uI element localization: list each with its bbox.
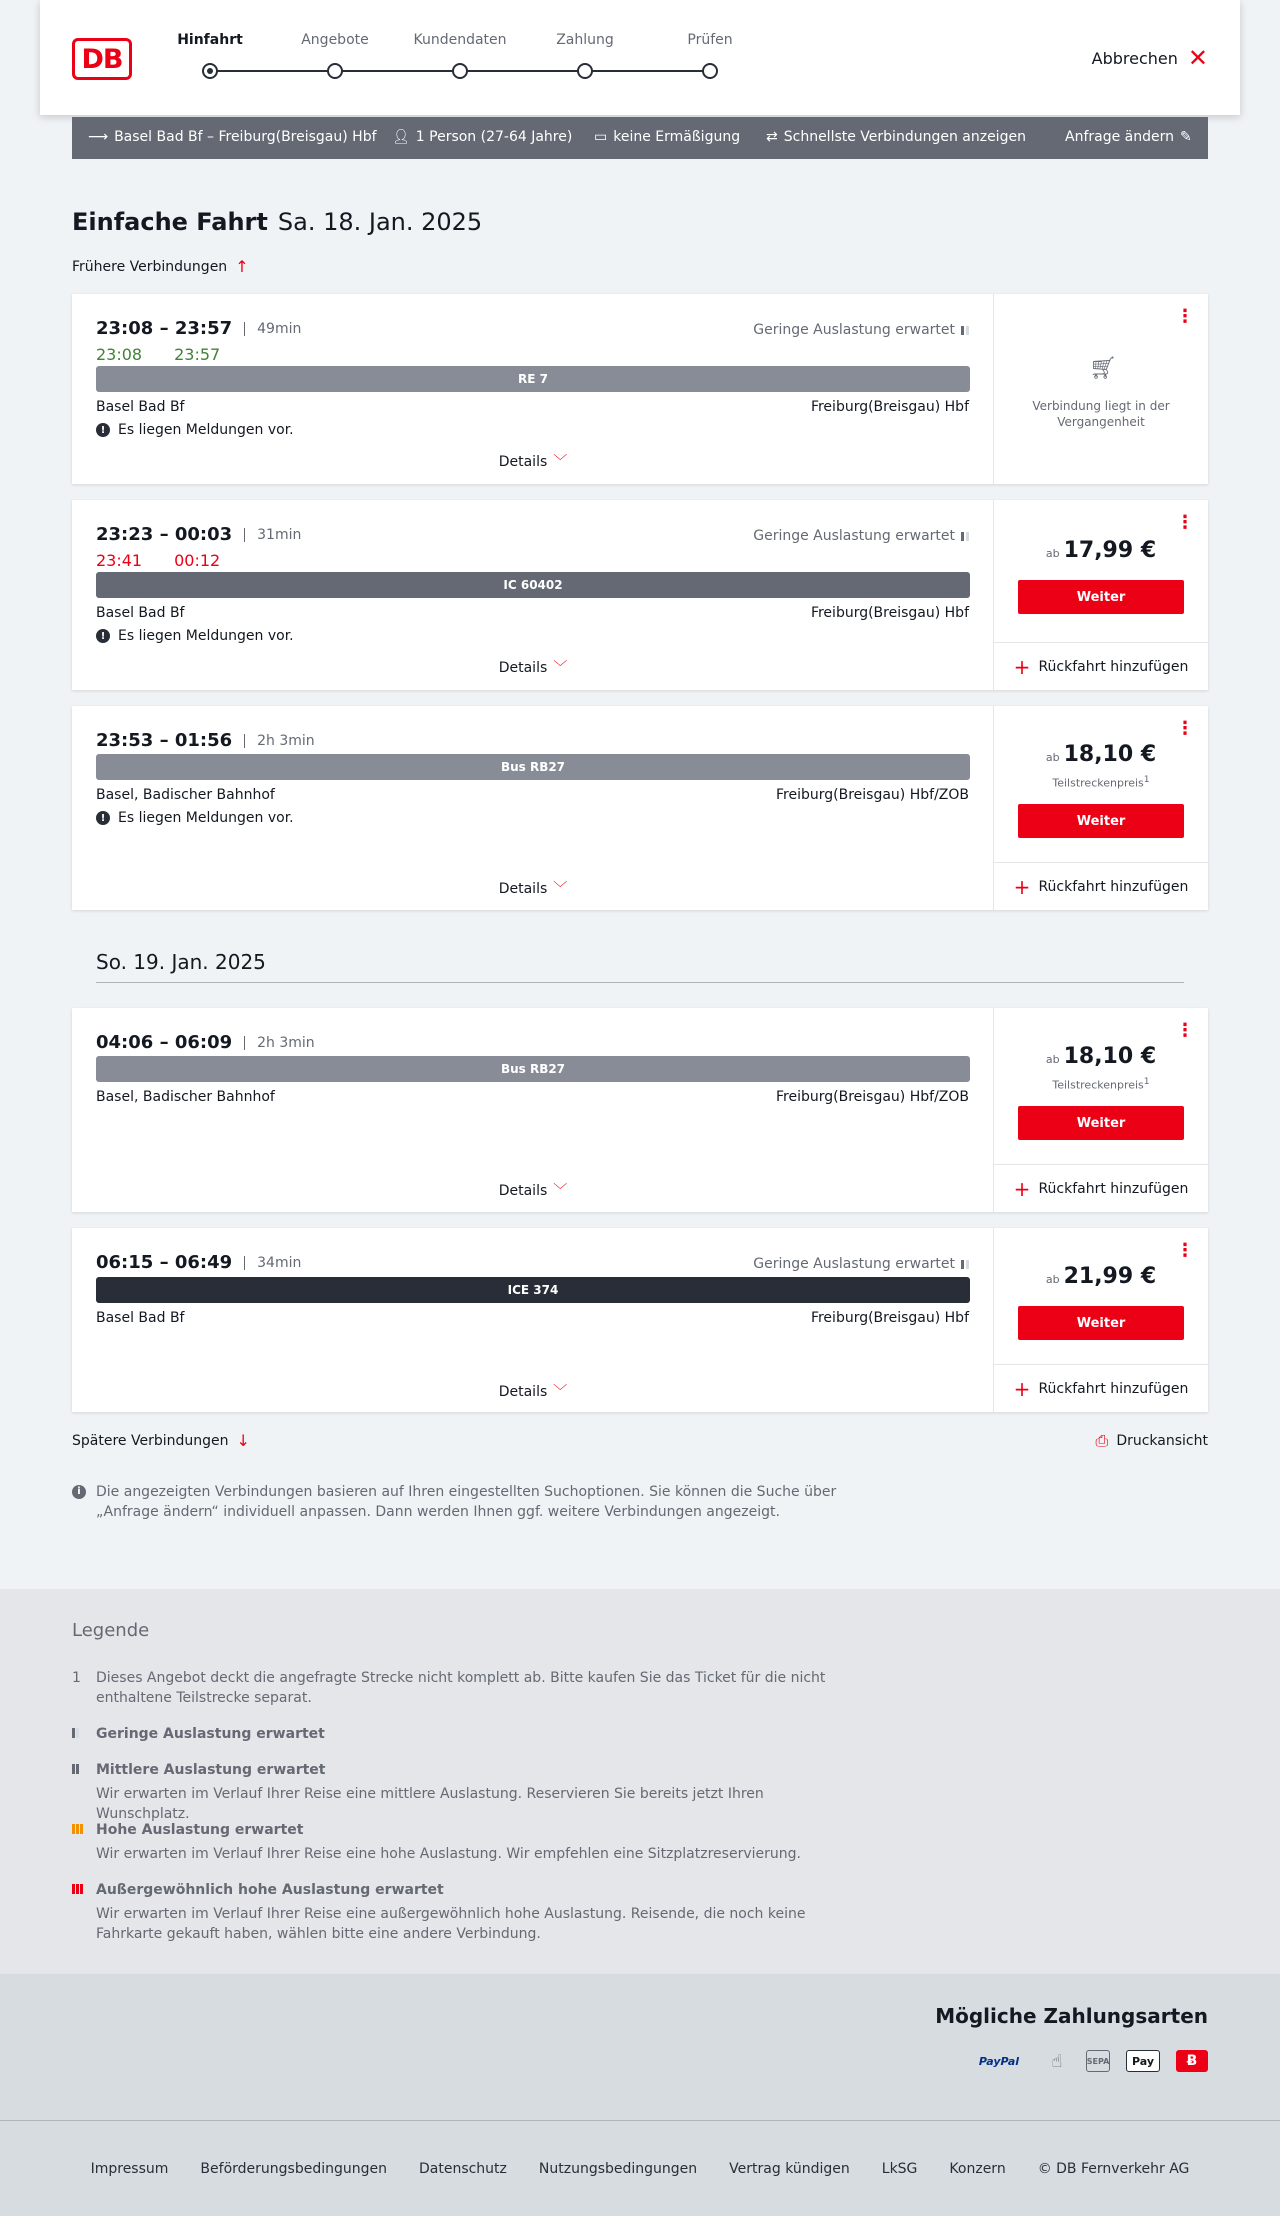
close-icon: ✕ [1187,44,1208,72]
connection-card [72,1008,1208,1212]
time-range: 06:15 – 06:49 [96,1252,233,1273]
more-options-icon[interactable]: ⋮ [1176,1240,1194,1261]
connection-time [96,1252,301,1273]
more-options-icon[interactable]: ⋮ [1176,1020,1194,1041]
legend-high-title: Hohe Auslastung erwartet [96,1822,304,1838]
occupancy-extreme-icon [72,1884,83,1894]
legend-extreme-text: Wir erwarten im Verlauf Ihrer Reise eine außergewöhnlich hohe Auslastung. Reisende, die noch keine Fahrkarte gekauft haben, wählen bitte eine andere Verbindung. [96,1906,806,1942]
origin-station: Basel, Badischer Bahnhof [96,1089,275,1105]
footer-link-konzern[interactable]: Konzern [949,2161,1006,2177]
route-label: Basel Bad Bf – Freiburg(Breisgau) Hbf [114,129,377,145]
contactless-card-icon: ☝︎ [1051,2050,1063,2072]
return-label: Rückfahrt hinzufügen [1038,1180,1189,1197]
price [994,742,1208,767]
realtime-arrival: 23:57 [174,345,221,364]
partial-price-text: Teilstreckenpreis [1052,776,1144,790]
change-request-button[interactable] [1065,129,1192,145]
legend-mid-title: Mittlere Auslastung erwartet [96,1762,326,1778]
footer-link-kuendigen[interactable]: Vertrag kündigen [729,2161,850,2177]
connection-card [72,294,1208,484]
destination-station: Freiburg(Breisgau) Hbf [810,399,969,415]
plus-icon: + [1013,1376,1031,1401]
step-angebote: Angebote [301,32,369,48]
offer-panel [994,706,1208,910]
print-label: Druckansicht [1116,1433,1208,1449]
connection-time [96,318,301,339]
price [994,538,1208,563]
price-prefix: ab [1045,547,1060,560]
realtime-departure: 23:41 [96,551,143,570]
print-icon: ⎙ [1095,1431,1109,1450]
footer-link-befoerderung[interactable]: Beförderungsbedingungen [200,2161,387,2177]
earlier-label: Frühere Verbindungen [72,258,228,275]
footnote-ref: 1 [1143,1076,1150,1087]
origin-station: Basel Bad Bf [96,399,185,415]
arrow-down-icon: ↓ [236,1431,250,1450]
plus-icon: + [1013,1176,1031,1201]
add-return-button[interactable] [994,642,1208,690]
connection-info [72,706,994,910]
occupancy-low-icon [961,532,969,541]
realtime [96,551,220,570]
summary-route [88,129,377,145]
occupancy-info [753,528,969,544]
partial-price-label [994,1076,1208,1092]
step-dot-angebote [327,63,343,79]
footer-link-datenschutz[interactable]: Datenschutz [418,2161,507,2177]
weiter-button[interactable]: Weiter [1018,804,1184,838]
footer-link-nutzung[interactable]: Nutzungsbedingungen [538,2161,698,2177]
summary-discount [594,129,740,145]
legend-low-title: Geringe Auslastung erwartet [96,1726,325,1742]
details-toggle[interactable] [72,1180,994,1200]
filter-icon: ⇄ [766,129,778,145]
legend-title: Legende [72,1620,150,1641]
duration: 34min [244,1256,301,1270]
duration: 31min [244,528,301,542]
chevron-down-icon: ﹀ [553,1183,568,1199]
info-icon: i [72,1485,86,1499]
footer-link-impressum[interactable]: Impressum [90,2161,169,2177]
date-separator: So. 19. Jan. 2025 [96,950,1184,983]
connection-info [72,1228,994,1412]
exclamation-icon: ! [96,423,110,437]
messages-label: Es liegen Meldungen vor. [118,422,294,438]
change-label: Anfrage ändern [1065,129,1174,145]
step-dot-zahlung [577,63,593,79]
earlier-connections-link[interactable] [72,257,249,276]
occupancy-label: Geringe Auslastung erwartet [753,322,955,338]
connection-card [72,1228,1208,1412]
details-label: Details [498,454,548,470]
sepa-icon: SEPA [1086,2050,1110,2072]
occupancy-low-icon [72,1728,79,1738]
realtime-arrival: 00:12 [174,551,221,570]
origin-station: Basel, Badischer Bahnhof [96,787,275,803]
card-icon: ▭ [594,129,608,145]
paypal-icon: PayPal [978,2054,1020,2068]
chevron-down-icon: ﹀ [553,454,568,470]
destination-station: Freiburg(Breisgau) Hbf [810,605,969,621]
exclamation-icon: ! [96,811,110,825]
connection-card [72,706,1208,910]
price-value: 18,10 € [1063,742,1157,767]
fastest-label: Schnellste Verbindungen anzeigen [783,129,1026,145]
train-bar[interactable]: IC 60402 [96,572,970,598]
footer-copyright: © DB Fernverkehr AG [1037,2161,1190,2177]
details-toggle[interactable] [72,1381,994,1401]
details-label: Details [498,1183,548,1199]
details-label: Details [498,660,548,676]
train-bar[interactable]: RE 7 [96,366,970,392]
add-return-button[interactable] [994,862,1208,910]
weiter-button[interactable]: Weiter [1018,580,1184,614]
summary-persons [392,129,572,145]
details-label: Details [498,881,548,897]
train-bar[interactable]: ICE 374 [96,1277,970,1303]
print-view-link[interactable] [1096,1431,1208,1451]
more-options-icon[interactable]: ⋮ [1176,306,1194,327]
messages-info[interactable] [96,810,294,826]
messages-label: Es liegen Meldungen vor. [118,810,294,826]
duration: 2h 3min [244,734,315,748]
duration: 2h 3min [244,1036,315,1050]
occupancy-high-icon [72,1824,83,1834]
price-prefix: ab [1045,1053,1060,1066]
step-zahlung: Zahlung [556,32,614,48]
more-options-icon[interactable]: ⋮ [1176,718,1194,739]
price-value: 18,10 € [1063,1044,1157,1069]
summary-fastest[interactable] [766,129,1026,145]
footnote-text: Dieses Angebot deckt die angefragte Strecke nicht komplett ab. Bitte kaufen Sie das Ticket für die nicht enthaltene Teilstrecke separat. [96,1670,826,1706]
step-dot-hinfahrt [202,63,218,79]
past-connection-label: Verbindung liegt in der Vergangenheit [1032,399,1170,429]
persons-label: 1 Person (27-64 Jahre) [415,129,573,145]
later-connections-link[interactable] [72,1431,250,1450]
occupancy-low-icon [961,326,969,335]
occupancy-label: Geringe Auslastung erwartet [753,1256,955,1272]
messages-label: Es liegen Meldungen vor. [118,628,294,644]
realtime [96,345,220,364]
messages-info[interactable] [96,628,294,644]
weiter-button[interactable]: Weiter [1018,1106,1184,1140]
chevron-down-icon: ﹀ [553,881,568,897]
more-options-icon[interactable]: ⋮ [1176,512,1194,533]
cart-unavailable-icon: 🛒︎ [1089,356,1117,381]
chevron-down-icon: ﹀ [553,660,568,676]
header [40,0,1240,115]
payment-icons [970,2050,1208,2072]
later-label: Spätere Verbindungen [72,1432,229,1449]
time-range: 23:53 – 01:56 [96,730,233,751]
step-hinfahrt: Hinfahrt [177,32,243,48]
legend-mid-text: Wir erwarten im Verlauf Ihrer Reise eine mittlere Auslastung. Reservieren Sie bereits jetzt Ihren Wunschplatz. [96,1786,764,1822]
footnote-number: 1 [72,1670,81,1686]
connection-info [72,294,994,484]
discount-label: keine Ermäßigung [613,129,741,145]
partial-price-text: Teilstreckenpreis [1052,1078,1144,1092]
train-bar[interactable]: Bus RB27 [96,754,970,780]
time-range: 23:08 – 23:57 [96,318,233,339]
price [994,1264,1208,1289]
destination-station: Freiburg(Breisgau) Hbf/ZOB [776,787,969,803]
partial-price-label [994,774,1208,790]
add-return-button[interactable] [994,1164,1208,1212]
return-label: Rückfahrt hinzufügen [1038,658,1189,675]
details-toggle[interactable] [72,451,994,471]
exclamation-icon: ! [96,629,110,643]
connection-info [72,500,994,690]
cancel-label: Abbrechen [1091,48,1178,68]
db-logo[interactable]: DB [72,38,132,80]
apple-pay-label: Pay [1131,2054,1155,2068]
occupancy-low-icon [961,1260,969,1269]
price-value: 21,99 € [1063,1264,1157,1289]
connection-card [72,500,1208,690]
add-return-button[interactable] [994,1364,1208,1412]
return-label: Rückfahrt hinzufügen [1038,878,1189,895]
destination-station: Freiburg(Breisgau) Hbf [810,1310,969,1326]
connection-info [72,1008,994,1212]
step-pruefen: Prüfen [687,32,733,48]
price-prefix: ab [1045,1273,1060,1286]
pencil-icon: ✎ [1180,129,1192,145]
connection-time [96,1032,315,1053]
return-label: Rückfahrt hinzufügen [1038,1380,1189,1397]
footnote-ref: 1 [1143,774,1150,785]
plus-icon: + [1013,654,1031,679]
footer-link-lksg[interactable]: LkSG [881,2161,918,2177]
train-bar[interactable]: Bus RB27 [96,1056,970,1082]
footer [0,2120,1280,2216]
info-note [72,1482,852,1522]
occupancy-info [753,1256,969,1272]
search-summary-bar [72,117,1208,159]
chevron-down-icon: ﹀ [553,1384,568,1400]
payment-title: Mögliche Zahlungsarten [935,2004,1208,2028]
offer-panel [994,1228,1208,1412]
connection-time [96,730,315,751]
offer-panel [994,500,1208,690]
duration: 49min [244,322,301,336]
price [994,1044,1208,1069]
connection-time [96,524,301,545]
weiter-button[interactable]: Weiter [1018,1306,1184,1340]
apple-pay-icon [1126,2050,1160,2072]
realtime-departure: 23:08 [96,345,143,364]
legend-high-text: Wir erwarten im Verlauf Ihrer Reise eine hohe Auslastung. Wir empfehlen eine Sitzplatzreservierung. [96,1846,801,1862]
occupancy-mid-icon [72,1764,79,1774]
price-value: 17,99 € [1063,538,1157,563]
time-range: 04:06 – 06:09 [96,1032,233,1053]
arrow-right-icon: ⟶ [88,129,109,145]
step-kundendaten: Kundendaten [413,32,507,48]
origin-station: Basel Bad Bf [96,605,185,621]
messages-info[interactable] [96,422,294,438]
info-text: Die angezeigten Verbindungen basieren auf Ihren eingestellten Suchoptionen. Sie können die Suche über „Anfrage ändern“ individuell anpassen. Dann werden Ihnen ggf. weitere Verbindungen angezeigt. [96,1484,837,1520]
details-label: Details [498,1384,548,1400]
cancel-button[interactable] [1092,46,1208,70]
time-range: 23:23 – 00:03 [96,524,233,545]
details-toggle[interactable] [72,878,994,898]
details-toggle[interactable] [72,657,994,677]
page-title [72,208,482,236]
arrow-up-icon: ↑ [235,257,249,276]
occupancy-label: Geringe Auslastung erwartet [753,528,955,544]
step-dot-kundendaten [452,63,468,79]
db-card-icon: Ƀ [1176,2050,1208,2072]
origin-station: Basel Bad Bf [96,1310,185,1326]
offer-panel [994,294,1208,484]
occupancy-info [753,322,969,338]
person-icon: 👤︎ [392,129,410,145]
destination-station: Freiburg(Breisgau) Hbf/ZOB [776,1089,969,1105]
price-prefix: ab [1045,751,1060,764]
footer-links [0,2161,1280,2177]
trip-date: Sa. 18. Jan. 2025 [277,208,483,236]
payment-section [0,1974,1280,2120]
legend-extreme-title: Außergewöhnlich hohe Auslastung erwartet [96,1882,444,1898]
offer-panel [994,1008,1208,1212]
trip-type: Einfache Fahrt [72,208,268,236]
plus-icon: + [1013,874,1031,899]
step-dot-pruefen [702,63,718,79]
